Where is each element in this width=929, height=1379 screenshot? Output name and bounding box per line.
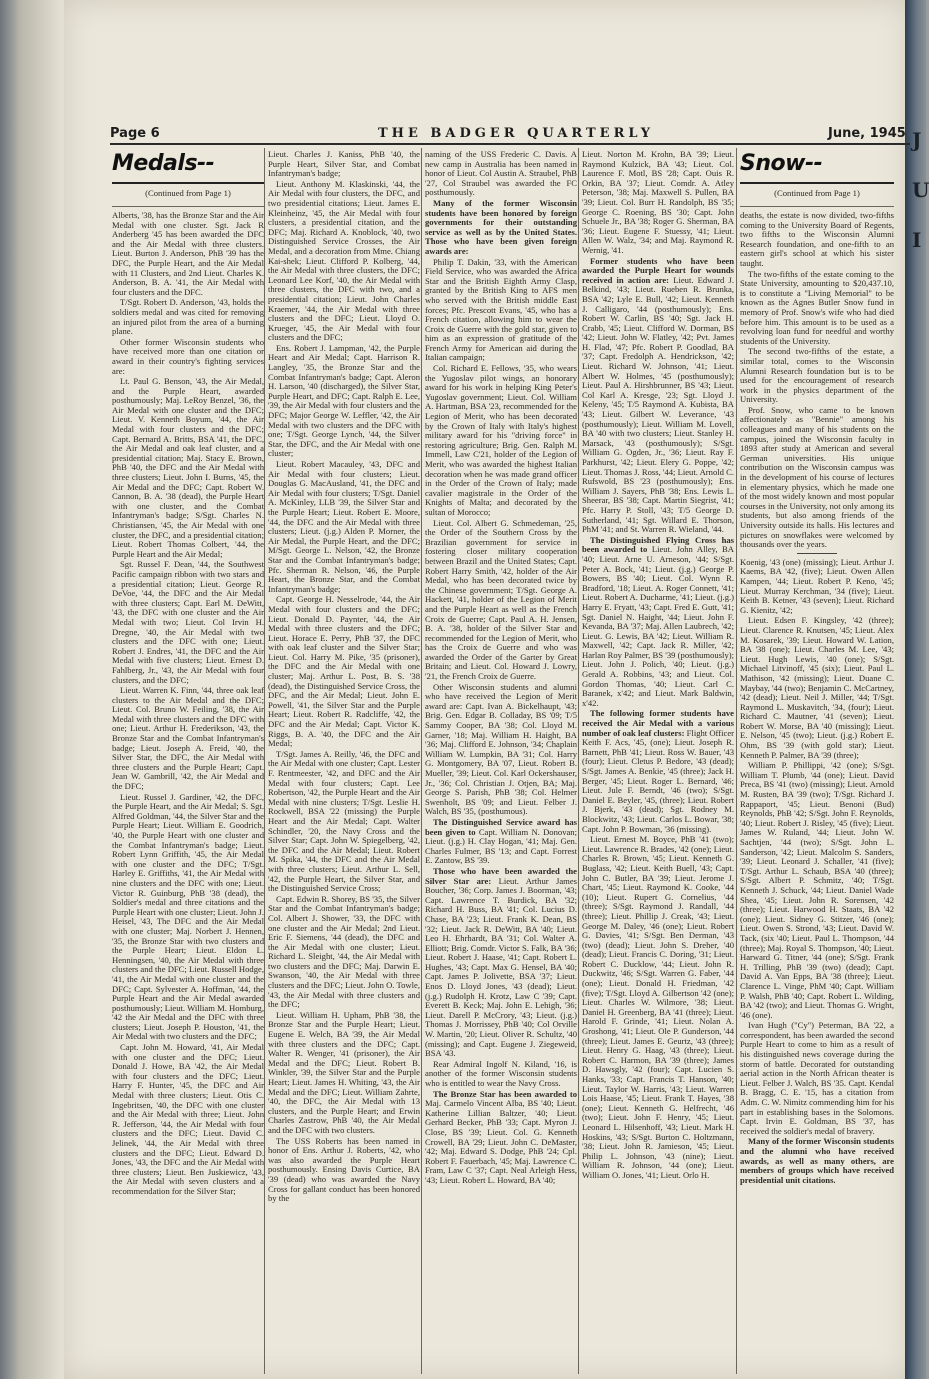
article-paragraph: Capt. George H. Nesselrode, '44, the Air Medal with four clusters and the DFC; Lieut. Donald D. Paynter, '44, the Air Medal with three clusters and the DFC; Lieut. Horace E. Perry, PhB '37, the DFC with oak leaf cluster and the Silver Star; Lieut. Col. Harry M. Pike, '35 (prisoner), the DFC and the Air Medal with one cluster; Maj. Arthur L. Post, B. S. '38 (dead), the Distinguished Service Cross, the DFC, and the Air Medal; Lieut. John E. Powell, '41, the Silver Star and the Purple Heart; Lieut. Robert R. Radcliffe, '42, the DFC and the Air Medal; Capt. Victor K. Riggs, B. A. '40, the DFC and the Air Medal; (268, 594, 420, 749)
paragraph-text: Maj. Carmelo Vincent Alba, BS '40; Lieut. Katherine Lillian Baltzer, '40; Lieut. Gerhard Becker, PhB '33; Capt. Myron J. Close, BS '39; Lieut. Col. G. Kenneth Crowell, BA '29; Lieut. John C. DeMaster, '42; Maj. Edward S. Dodge, PhB '24; Cpl. Robert F. Fauerbach, '45; Maj. Lawrence C. Fram, Law C '37; Capt. Neal Arleigh Hess, '43; Lieut. Robert L. Howard, BA '40; (425, 1098, 577, 1185)
article-paragraph (582, 257, 734, 535)
article-paragraph: Ivan Hugh ("Cy") Peterman, BA '22, a correspondent, has been awarded the second Purple Heart to come to him as a result of his distinguished news coverage during the storm of battle. Decorated for outstanding aerial action in the North African theater is Lieut. Felber J. Walch, BS '35. Capt. Kendal B. Bragg, C. E. '15, has a citation from Adm. C. W. Nimitz commending him for his part in establishing bases in the Solomons. Capt. Irvin E. Goldman, BS '37, has received the soldier's medal of bravery. (740, 1020, 894, 1136)
article-paragraph: Lieut. Warren K. Finn, '44, three oak leaf clusters to the Air Medal and the DFC; Lieut. Col. Bruno W. Feiling, '38, the Air Medal with three clusters and the DFC with one; Lieut. Arthur H. Frederikson, '43, the Bronze Star and the Combat Infantryman's badge; Lieut. Joseph A. Freid, '40, the Silver Star, the DFC, the Air Medal with three clusters and the Purple Heart; Capt. Jean W. Gambrill, '42, the Air Medal and the DFC; (112, 685, 264, 792)
column-1 (112, 150, 264, 1372)
header-rule (110, 143, 910, 145)
article-paragraph (582, 536, 734, 709)
bold-lead-in: Many of the former Wisconsin students have been honored by foreign governments for their outstanding service as well as by the United States. Those who have been given foreign awards are: (425, 197, 577, 256)
article-paragraph: Lieut. Anthony M. Klaskinski, '44, the Air Medal with four clusters, the DFC, and two presidential citations; Lieut. James E. Kleinheinz, '45, the Air Medal with four clusters, a presidential citation, and the DFC; Maj. Richard A. Knoblock, '40, two Distinguished Service Crosses, the Air Medal, and a decoration from Mme. Chiang Kai-shek; Lieut. Clifford P. Kolberg, '44, the Air Medal with three clusters, the DFC; Leonard Lee Korf, '40, the Air Medal with three clusters, the DFC with two, and a presidential citation; Lieut. John Charles Kraemer, '44, the Air Medal with three clusters and the DFC; Lieut. Lloyd O. Krueger, '45, the Air Medal with four clusters and the DFC; (268, 178, 420, 343)
article-paragraph: deaths, the estate is now divided, two-fifths coming to the University Board of Regents, two fifths to the Wisconsin Alumni Research foundation, and one-fifth to an eastern girl's school at which his sister taught. (740, 210, 894, 268)
article-paragraph (425, 818, 577, 866)
article-paragraph: Philip T. Dakin, '33, with the American Field Service, who was awarded the Africa Star and the British Eighth Army Clasp, granted by the British King to AFS men who served with the British middle East forces; Pfc. Prescott Evans, '45, who has a French citation, allowing him to wear the Croix de Guerre with the gold star, given to him as an expression of gratitude of the French Army for American aid during the Italian campaign; (425, 256, 577, 363)
article-paragraph (425, 199, 577, 257)
snow-continued-note: (Continued from Page 1) (774, 188, 860, 198)
bold-lead-in: The Distinguished Flying Cross has been awarded to (582, 534, 734, 555)
article-paragraph: Rear Admiral Ingolf N. Kiland, '16, is another of the former Wisconsin students who is entitled to wear the Navy Cross. (425, 1058, 577, 1088)
column-rule (578, 148, 579, 1374)
publication-title: THE BADGER QUARTERLY (378, 126, 654, 141)
headline-rule (112, 182, 264, 184)
article-paragraph: Lieut. William H. Upham, PhB '38, the Bronze Star and the Purple Heart; Lieut. Eugene E. Welch, BA '39, the Air Medal with three clusters and the DFC; Capt. Walter R. Wenger, '41 (prisoner), the Air Medal and the DFC; Lieut. Robert B. Winkler, '39, the Silver Star and the Purple Heart; Lieut. James H. Whiting, '43, the Air Medal and the DFC; Lieut. William Zahrte, '40, the DFC, the Air Medal with 13 clusters, and the Purple Heart; and Erwin Charles Zastrow, PhB '40, the Air Medal and the DFC with two clusters. (268, 1009, 420, 1135)
article-paragraph (425, 867, 577, 1059)
article-paragraph: Koenig, '43 (one) (missing); Lieut. Arthur J. Kaems, BA '42, (five); Lieut. Owen Allen Kampen, '44; Lieut. Robert P. Keno, '45; Lieut. Murray Kerchman, '34 (five); Lieut. Keith B. Ketner, '43 (seven); Lieut. Richard G. Kienitz, '42; (740, 556, 894, 615)
article-paragraph (425, 1090, 577, 1186)
bold-lead-in: The Distinguished Service award has been given to (425, 816, 577, 837)
article-paragraph: Col. Richard E. Fellows, '35, who wears the Yugoslav pilot wings, an honorary award for his work in helping King Peter's Yugoslav government; Lieut. Col. William A. Hartman, BSA '23, recommended for the Legion of Merit, who has been decorated by the Crown of Italy with Italy's highest military award for his "driving force" in restoring agriculture; Brig. Gen. Ralph M. Immell, Law C'21, holder of the Legion of Merit, who was awarded the highest Italian decoration when he was made grand officer in the Order of the Crown of Italy; made cavalier magistrale in the Order of the Knights of Malta; and decorated by the sultan of Morocco; (425, 363, 577, 517)
bold-lead-in: Those who have been awarded the Silver Star are: (425, 865, 577, 886)
article-paragraph: Lieut. Col. Albert G. Schmedeman, '25, the Order of the Southern Cross by the Brazilian government for service in fostering closer military cooperation between Brazil and the United States; Capt. Robert Harry Smith, '42, holder of the Air Medal, who has been decorated twice by the Chinese government; T/Sgt. George A. Hackett, '41, holder of the Legion of Merit and the Purple Heart as well as the French Croix de Guerre; Capt. Paul A. H. Jensen, B. A. '38, holder of the Silver Star and recommended for the Legion of Merit, who has the Croix de Guerre and who was awarded the Order of the Garter by Great Britain; and Lieut. Col. Howard J. Lowry, '21, the French Croix de Guerre. (425, 517, 577, 682)
page-header (110, 126, 910, 142)
article-paragraph: naming of the USS Frederic C. Davis. A new camp in Australia has been named in honor of Lieut. Col Austin A. Straubel, PhB '27, Col Straubel was awarded the FC posthumously. (425, 149, 577, 198)
article-paragraph: Ens. Robert J. Lampman, '42, the Purple Heart and Air Medal; Capt. Harrison R. Langley, '35, the Bronze Star and the Combat Infantryman's badge; Capt. Aleron H. Larson, '40 (discharged), the Silver Star, Purple Heart, and DFC; Capt. Ralph E. Lee, '39, the Air Medal with four clusters and the DFC; Major George W. Leffler, '42, the Air Medal with two clusters and the DFC with one; T/Sgt. George Lynch, '44, the Silver Star, the DFC, and the Air Medal with one cluster; (268, 342, 420, 459)
article-paragraph: Alberts, '38, has the Bronze Star and the Air Medal with one cluster. Sgt. Jack R Anderberg '45 has been awarded the DFC and the Air Medal with three clusters. Lieut. Burton J. Anderson, PhB '39 has the DFC, the Purple Heart, and the Air Medal with 11 Clusters, and 2nd Lieut. Charles K. Anderson, B. A. '41, the Air Medal with four clusters and the DFC. (112, 210, 264, 297)
article-paragraph: The second two-fifths of the estate, a similar total, comes to the Wisconsin Alumni Research foundation but is to be used for the encouragement of research work in the physics department of the University. (740, 346, 894, 405)
article-paragraph: Lieut. Norton M. Krohn, BA '39; Lieut. Raymond Kulzick, BA '43; Lieut. Col. Laurence F. Motl, BS '28; Capt. Ouis R. Orkin, BA '37; Lieut. Comdr. A. Atley Peterson, '38; Maj. Maxwell S. Pullen, BA '39; Lieut. Col. Burr H. Randolph, BS '35; George C. Roening, BS '30; Capt. John Schuele Jr., BA '38; Roger G. Sherman, BA '36; Lieut. Eugene F. Stuessy, '41; Lieut. Allen W. Walz, '34; and Maj. Raymond R. Wernig, '41. (582, 149, 734, 255)
paragraph-text: Lieut. Edward J. Belkind, '43; Lieut. Rueben R. Brunka, BSA '42; Lyle E. Bull, '42; Lieut. Kenneth J. Calligaro, '44 (posthumously); Ens. Robert W. Carlin, BS '40; Sgt. Jack H. Crabb, '45; Lieut. Clifford W. Dorman, BS '42; Lieut. John W. Flatley, '42; Pvt. James H. Flad, '47; Pfc. Robert P. Goodlad, BA '37; Capt. Fredolph A. Hendrickson, '42; Lieut. Richard W. Johnson, '41; Lieut. Albert W. Holmes, '45 (posthumously); Lieut. Paul A. Hirshbrunner, BS '43; Lieut. Col Karl A. Kresge, '23; Sgt. Lloyd J. Keleny, '45; T/5 Raymond A. Kubista, BA '43; Lieut. Gilbert W. Leverance, '43 (posthumously); Lieut. William M. Lovell, BA '40 with two clusters; Lieut. Stanley H. Marsack, '43 (posthumously); S/Sgt. William G. Ogden, Jr., '36; Lieut. Ray F. Parkhurst, '42; Lieut. Elery G. Poppe, '42; Lieut. Thomas J. Ross, '44; Lieut. Arnold C. Rufswold, BS '23 (posthumously); Ens. William J. Sayers, PhB '38; Ens. Lewis L. Sheerar, BS '38; Capt. Martin Siegrist, '41; Pfc. Harry P. Stoll, '43; T/5 George D. Sutherland, '41; Sgt. Willard E. Thorson, PhM '41; and St. Warren R. Wieland, '44. (582, 274, 734, 535)
article-paragraph: T/Sgt. Robert D. Anderson, '43, holds the soldiers medal and was cited for removing an injured pilot from the area of a burning plane. (112, 297, 264, 337)
article-paragraph: Sgt. Russel F. Dean, '44, the Southwest Pacific campaign ribbon with two stars and a presidential citation; Lieut. George R. DeVoe, '44, the DFC and the Air Medal with three clusters; Capt. Earl M. DeWitt, '43, the DFC with one cluster and the Air Medal with two; Lieut. Col Irvin H. Dregne, '40, the Air Medal with two clusters and the DFC with one; Lieut. Robert J. Endres, '41, the DFC and the Air Medal with five clusters; Lieut. Ernest D. Fahlberg, Jr., '43, the Air Medal with four clusters, and the DFC; (112, 559, 264, 685)
paragraph-text: Capt. William N. Donovan; Lieut. (j.g.) H. Clay Hogan, '41; Maj. Gen. Charles Fulmer, BS '13; and Capt. Forrest E. Zantow, BS '39. (425, 826, 577, 866)
article-paragraph: Capt. Edwin R. Shorey, BS '35, the Silver Star and the Combat Infantryman's badge; Col. Albert J. Shower, '33, the DFC with one cluster and the Air Medal; 2nd Lieut. Eric F. Siemens, '44 (dead), the DFC and the Air Medal with one cluster; Lieut. Richard L. Sleight, '44, the Air Medal with two clusters and the DFC; Maj. Darwin E. Swanson, '40, the Air Medal with three clusters and the DFC; Lieut. John O. Towle, '43, the Air Medal with three clusters and the DFC; (268, 893, 420, 1010)
adjacent-page-letters: J U I (912, 128, 929, 252)
article-paragraph: Lieut. Charles J. Kaniss, PhB '40, the Purple Heart, Silver Star, and Combat Infantryman's badge; (268, 149, 420, 179)
article-paragraph: Lieut. Ernest M. Boyce, PhB '41 (two); Lieut. Lawrence R. Brades, '42 (one); Lieut. Charles R. Brown, '45; Lieut. Kenneth G. Buglass, '42; Lieut. Keith Buell, '43; Capt. John C. Butler, BA '39; Lieut. Jerome J. Chart, '45; Lieut. Raymond K. Cooke, '44 (10); Lieut. Rupert G. Cornelius, '44 (three); S/Sgt. Raymond J. Randall, '44 (three); Lieut. Phillip J. Creak, '43; Lieut. George M. Daley, '46 (one); Lieut. Robert G. Davies, '41; S/Sgt. Ben Derman, '43 (two) (dead); Lieut. John S. Dreher, '40 (dead); Lieut. Francis C. Doring, '31; Lieut. Robert C. Ducklow, '44; Lieut. John R. Duckwitz, '46; S/Sgt. Warren G. Faber, '44 (one); Lieut. Donald H. Friedman, '42 (five); T/Sgt. Lloyd A. Gilbertson '42 (one); Lieut. Charles W. Wilmore, '38; Lieut. Daniel H. Greenberg, BA '41 (three); Lieut. Harold F. Grinde, '41; Lieut. Nolan A. Groshong, '41; Lieut. Ole P. Gunderson, '44 (three); Lieut. James E. Geurtz, '43 (three); Lieut. Henry G. Haag, '43 (three); Lieut. Robert C. Harmon, BA '39 (three); James D. Hawsgly, '42 (four); Capt. Lucien S. Hanks, '33; Capt. Francis T. Hanson, '40; Lieut. Taylor W. Harris, '43; Lieut. Warren Lois Haase, '45; Lieut. Frank T. Hayes, '38 (one); Lieut. Kenneth G. Helfrecht, '46 (two); Lieut. John F. Henry, '45; Lieut. Leonard L. Hilsenhoff, '43; Lieut. Mark H. Hoskins, '43; S/Sgt. Burton C. Holtzmann, '38; Lieut. John R. Jamieson, '45; Lieut. Philip L. Johnson, '43 (nine); Lieut. William R. Johnson, '44 (one); Lieut. William O. Jones, '41; Lieut. Orlo H. (582, 834, 734, 1180)
column-3 (425, 150, 577, 1372)
article-paragraph: Lieut. Edsen F. Kingsley, '42 (three); Lieut. Clarence R. Knutsen, '45; Lieut. Alex M. Kosarek, '39; Lieut. Howard W. Lation, BA '38 (one); Lieut. Charles M. Lee, '43; Lieut. Hugh Lewis, '40 (one); S/Sgt. Michael Litvinoff, '45 (six); Lieut. Paul L. Mathison, '42 (missing); Lieut. Duane C. Maybay, '44 (two); Benjamin C. McCartney, '42 (dead); Lieut. Neil J. Miller, '44; T/Sgt. Raymond L. Muskavitch, '34, (four); Lieut. Richard C. Mautner, '41 (seven); Lieut. Robert W. Morse, BA '40 (missing); Lieut. E. Nelson, '45 (two); Lieut. (j.g.) Robert E. Ohm, BS '39 (with gold star); Lieut. Kenneth P. Palmer, BA '39 (three); (740, 615, 894, 760)
column-5 (740, 150, 894, 1372)
article-paragraph (740, 1137, 894, 1185)
column-rule (421, 148, 422, 1374)
medals-continued-note: (Continued from Page 1) (145, 188, 231, 198)
paragraph-text: Lieut. John Alley, BA '40; Lieut. Arne U. Arneson, '44; S/Sgt. Peter A. Bock, '41; Lieut. (j.g.) George P. Bowers, BS '40; Lieut. Col. Wynn R. Bradford, '18; Lieut. A. Roger Connett, '41; Lieut. Robert A. Ducharme, '41; Lieut. (j.g.) Harry E. Fryatt, '43; Capt. Fred E. Gutt, '41; Sgt. Daniel N. Haight, '44; Lieut. John F. Kevanda, BA '37; Maj. Allen Laubrech, '42; Lieut. G. Lewis, BA '42; Lieut. William R. Maxwell, '42; Capt. Jack R. Miller, '42; Harlan Roy Palmer, BS '39 (posthumously); Lieut. John J. Polich, '40; Lieut. (j.g.) Gerald A. Robbins, '43; and Lieut. Col. Gordon Thomas, '40; Lieut. Carl C. Baranek, x'42; and Lieut. Mark Baldwin, x'42. (582, 544, 734, 708)
bold-lead-in: The Bronze Star has been awarded to (433, 1088, 577, 1099)
article-paragraph: T/Sgt. James A. Reilly, '46, the DFC and the Air Medal with one cluster; Capt. Lester F. Rentmeester, '42, and DFC and the Air Medal with four clusters; Capt. Lee Robertson, '42, the Purple Heart and the Air Medal with nine clusters; T/Sgt. Leslie H. Rockwell, BSA '22 (missing) the Purple Heart and the Air Medal; Capt. Walter Schindler, '20, the Navy Cross and the Silver Star; Capt. John W. Spiegelberg, '42, the DFC and the Air Medal; Lieut. Robert M. Spika, '44, the DFC and the Air Medal with three clusters; Lieut. Arthur L. Sell, '42, the Purple Heart, the Silver Star, and the Distinguished Service Cross; (268, 748, 420, 894)
bold-lead-in: Former students who have been awarded the Purple Heart for wounds received in action are: (582, 255, 734, 285)
page-number: Page 6 (110, 126, 160, 141)
snow-headline-box (740, 150, 894, 207)
bold-closing: Many of the former Wisconsin students and the alumni who have received awards, as well as many others, are members of groups which have received presidential unit citations. (740, 1136, 894, 1185)
paragraph-text: Lieut. Arthur James Boucher, '36; Corp. James J. Boorman, '43; Capt. Lawrence T. Burdick, BA '32; Richard H. Buss, BA '41; Col. Lucius D. Chase, BA '23; Lieut. Frank K. Dean, BS '32; Lieut. Jack R. DeWitt, BA '40; Lieut. Leo H. Ehrhardt, BA '31; Col. Walter A. Elliott; Brig. Comdr. Victor S. Falk, BA '36; Lieut. Robert J. Haase, '41; Capt. Robert L. Hughes, '43; Capt. Max G. Hensel, BA '40; Capt. James P. Jolivette, BSA '37; Lieut. Enos D. Lloyd Jones, '43 (dead); Lieut. (j.g.) Rudolph H. Krotz, Law C '39; Capt. Everett B. Keck; Maj. John E. Lehigh, '36; Lieut. Darell P. McCrory, '43; Lieut. (j.g.) Thomas J. Morrissey, PhB '40; Col Orville W. Martin, '20; Lieut. Oliver R. Schultz, '40 (missing); and Capt. Eugene J. Ziegeweid, BSA '43. (425, 875, 577, 1059)
issue-date: June, 1945 (828, 126, 906, 141)
article-paragraph: Lieut. Russel J. Gardiner, '42, the DFC, the Purple Heart, and the Air Medal; S. Sgt. Alfred Goldman, '44, the Silver Star and the Purple Heart; Lieut. William E. Goodrich, '40, the Purple Heart with one cluster and the Combat Infantryman's badge; Lieut. Robert Lynn Griffith, '45, the Air Medal with one cluster and the DFC; T/Sgt. Harley E. Griffiths, '41, the Air Medal with nine clusters and the DFC with one; Lieut. Victor R. Guinburg, PhB '38 (dead), the Soldier's medal and three citations and the Purple Heart with one cluster; Lieut. John J. Heisel, '43, The DFC and the Air Medal with one cluster; Maj. Norbert J. Hennen, '35, the Bronze Star with two clusters and the Purple Heart; Lieut. Eldon L. Henningsen, '40, the Air Medal with three clusters and the DFC; Lieut. Russell Hodge, '41, the Air Medal with one cluster and the DFC; Capt. Sylvester A. Hoffman, '44, the Purple Heart and the Air Medal awarded posthumously; Lieut. William M. Homburg, '42 the Air Medal and the DFC with three clusters; Lieut. Joseph P. Houston, '41, the Air Medal with two clusters and the DFC; (112, 791, 264, 1042)
article-paragraph: William P. Phillippi, '42 (one); S/Sgt. William T. Plumb, '44 (one); Lieut. David Preca, BS '41 (two) (missing); Lieut. Arnold M. Rusten, BA '39 (two); T/Sgt. Richard J. Rappaport, '45; Lieut. Benoni (Bud) Reynolds, PhB '42; S/Sgt. John F. Reynolds, '40; Lieut. Robert J. Risley, '45 (five); Lieut. James W. Ruland, '44; Lieut. John W. Sachtjen, '44 (two); S/Sgt. John L. Sanderson, '42; Lieut. Malcolm S. Sanders, '39; Lieut. Leonard J. Schaller, '41 (five); T/Sgt. Arthur L. Schaub, BSA '40 (three); S/Sgt. Albert P. Schmitz, '40; T/Sgt. Kenneth J. Schuck, '44; Lieut. Daniel Wade Shea, '45; Lieut. John R. Sorensen, '42 (three); Lieut. Harwood H. Staats, BA '42 (one); Lieut. Sidney G. Stitzer, '46 (one); Lieut. Owen S. Strond, '43; Lieut. David W. Tack, (six '40; Lieut. Paul L. Thompson, '44 (three); Maj. Royal S. Thompson, '40; Lieut. Harward G. Titner, '44 (one); S/Sgt. Frank H. Trilling, PhB '39 (two) (dead); Capt. David A. Van Epps, BA '38 (three); Lieut. Clarence L. Vinge, PhM '40; Capt. William P. Walsh, PhB '40; Capt. Robert L. Wilding, BA '42 (two); and Lieut. Thomas G. Wright, '46 (one). (740, 760, 894, 1020)
section-divider (797, 553, 837, 554)
article-paragraph (582, 709, 734, 834)
headline-rule (740, 182, 894, 184)
article-paragraph: The USS Roberts has been named in honor of Ens. Arthur J. Roberts, '42, who was also awarded the Purple Heart posthumously. Ensing Davis Curtice, BA '39 (dead) who was awarded the Navy Cross for gallant conduct has been honored by the (268, 1135, 420, 1204)
article-paragraph: Other Wisconsin students and alumni who have received the Legion of Merit award are: Capt. Ivan A. Bickelhaupt, '43; Brig. Gen. Edgar B. Colladay, BS '09; T/5 Sammy Cooper, BA '38; Col. Lloyd M. Garner, '18; Maj. William H. Haight, BA '36; Maj. Clifford E. Johnson, '34; Chaplain William W. Lumpkin, BA '31; Col. Harry G. Montgomery, BA '07, Lieut. Robert B. Mueller, '39; Lieut. Col. Karl Ockershauser, Jr., '36; Col. Christian J. Otjen, BA; Maj. George S. Parish, PhB '38; Col. Helmer Swenholt, BS '09; and Lieut. Felber J. Walch, BS '35, (posthumous). (425, 681, 577, 817)
medals-headline: Medals-- (112, 151, 215, 176)
paragraph-text: Flight Officer Keith F. Acs, '45, (one); Lieut. Joseph R. Barnett, PhB '41; Lieut. Ross W. Bauer, '43 (four); Lieut. Cletus P. Bedore, '43 (dead); S/Sgt. James A. Benkie, '45 (three); Jack H. Berger, '45; Lieut. Roger L. Bernard, '46; Lieut. Jule F. Berndt, '46 (two); S/Sgt. Daniel E. Beyler, '45, (three); Lieut. Robert J. Bjerk, '43 (dead); Sgt. Rodney M. Blockwitz, '43; Lieut. Carlos L. Bowar, '38; Capt. John P. Bowman, '36 (missing). (582, 727, 734, 834)
column-4 (582, 150, 734, 1372)
article-paragraph: Lt. Paul G. Benson, '43, the Air Medal, and the Purple Heart, awarded posthumously; Maj. LeRoy Benzel, '36, the Air Medal with one cluster and the DFC; Lieut. V. Kenneth Boyum, '44, the Air Medal with four clusters and the DFC; Capt. Bernard A. Britts, BSA '41, the DFC, the Air Medal and oak leaf cluster, and a presidential citation; Maj. Stacy E. Brown, PhB '40, the DFC and the Air Medal with three clusters; Lieut. John I. Burns, '45, the Air Medal and the DFC; Capt. Robert W. Cannon, B. A. '38 (dead), the Purple Heart with one cluster, and the Combat Infantryman's badge; S/Sgt. Charles N. Christiansen, '45, the Air Medal with one cluster, the DFC, and a presidential citation; Lieut. Robert Thomas Colbert, '44, the Purple Heart and the Air Medal; (112, 376, 264, 559)
column-2 (268, 150, 420, 1372)
column-rule (264, 148, 265, 1374)
article-paragraph: Lieut. Robert Macauley, '43, DFC and Air Medal with four clusters; Lieut. Douglas G. MacAusland, '41, the DFC and Air Medal with four clusters; T/Sgt. Daniel A. McKinley, LLB '39, the Silver Star and the Purple Heart; Lieut. Robert E. Moore, '44, the DFC and the Air Medal with three clusters; Lieut. (j.g.) Alden P. Morner, the Air Medal, the Purple Heart, and the DFC; M/Sgt. George L. Nelson, '42, the Bronze Star and the Combat Infantryman's badge; Pfc. Sherman R. Nelson, '46, the Purple Heart, the Bronze Star, and the Combat Infantryman's badge; (268, 459, 420, 594)
snow-headline: Snow-- (740, 151, 823, 176)
article-paragraph: Prof. Snow, who came to be known affectionately as "Bennie" among his colleagues and many of his students on the campus, joined the Wisconsin faculty in 1893 after study at American and several German universities. His unique contribution on the Wisconsin campus was in the development of his course of lectures in elementary physics, which he made one of the most widely known and most popular courses in the University, not only among its students, but also among friends of the University outside its halls. His lectures and pictures on snowflakes were welcomed by thousands over the years. (740, 404, 894, 550)
bold-lead-in: The following former students have received the Air Medal with a various number of oak leaf clusters: (582, 708, 734, 738)
article-paragraph: Capt. John M. Howard, '41, Air Medal with one cluster and the DFC; Lieut. Donald J. Howe, BA '42, the Air Medal with four clusters and the DFC; Lieut. Harry F. Hunter, '45, the DFC and Air Medal with three clusters; Lieut. Otis C. Ingebritsen, '40, the DFC with one cluster and the Air Medal with three; Lieut. John R. Jefferson, '44, the Air Medal with four clusters and the DFC; Lieut. David C. Jelinek, '44, the Air Medal with three clusters and the DFC; Lieut. Edward D. Jones, '43, the DFC and the Air Medal with three clusters; Lieut. Ben Juskiewicz, '43, the Air Medal with seven clusters and a recommendation for the Silver Star; (112, 1042, 264, 1196)
article-paragraph: Other former Wisconsin students who have received more than one citation or award in their country's fighting services are: (112, 336, 264, 376)
column-rule (736, 148, 737, 1374)
article-paragraph: The two-fifths of the estate coming to the State University, amounting to $20,437.10, is to constitute a "Living Memorial" to be known as the Agnes Butler Snow fund in memory of Prof. Snow's wife who had died before him. This amount is to be used as a revolving loan fund for needful and worthy students of the University. (740, 268, 894, 346)
medals-headline-box (112, 150, 264, 207)
